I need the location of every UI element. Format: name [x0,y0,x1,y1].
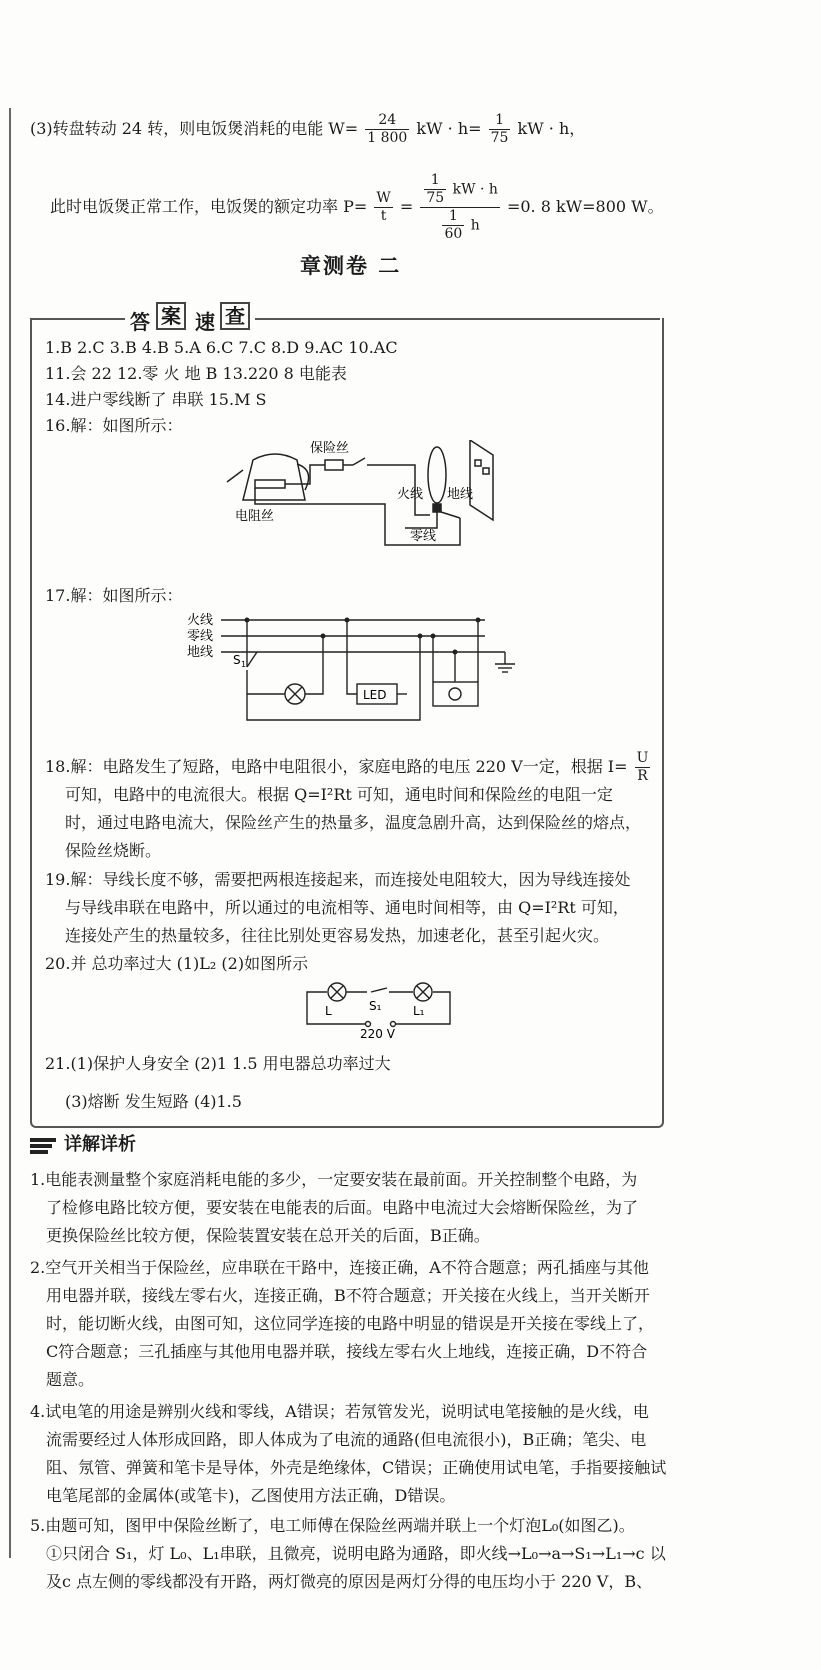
answer-row-2: 11.会 22 12.零 火 地 B 13.220 8 电能表 [45,364,347,383]
detail-title: 详解详析 [64,1134,136,1155]
wire [347,620,357,694]
detail-p4: 阻、氖管、弹簧和笔卡是导体，外壳是绝缘体，C错误；正确使用试电笔，手指要接触试 [46,1458,667,1477]
socket-box [433,682,478,706]
node [476,618,481,623]
fraction [489,112,511,147]
label-L: L [325,1004,332,1018]
top-text: =0. 8 kW=800 W。 [506,197,664,216]
denominator: 75 [490,130,509,146]
wire [305,636,323,694]
header-char-boxed: 案 [156,302,186,330]
compound-fraction [420,172,500,243]
socket-hole [475,460,481,466]
detail-header [30,1130,136,1156]
denominator: R [637,768,648,784]
top-text: kW · h， [517,119,586,138]
top-text: 此时电饭煲正常工作，电饭煲的额定功率 P= [50,197,368,216]
header-char: 速 [195,310,215,334]
detail-p4: 4.试电笔的用途是辨别火线和零线，A错误；若氖管发光，说明试电笔接触的是火线，电 [30,1402,649,1421]
numerator: 24 [365,112,409,130]
label-live: 火线 [397,487,424,502]
detail-p4: 电笔尾部的金属体(或笔卡)，乙图使用方法正确，D错误。 [46,1486,456,1505]
detail-p1: 了检修电路比较方便，要安装在电能表的后面。电路中电流过大会熔断保险丝，为了 [46,1198,639,1217]
label-ground: 地线 [187,645,214,660]
wire [247,636,420,720]
node [431,634,436,639]
answer-q19-line3: 连接处产生的热量较多，往往比别处更容易发热，加速老化，甚至引起火灾。 [65,926,610,945]
node [321,634,326,639]
switch-S1 [371,988,387,992]
socket-circle [449,688,461,700]
label-voltage: 220 V [360,1027,395,1038]
fraction [442,208,464,243]
answer-header [30,304,660,334]
compound-denominator [420,208,500,243]
numerator: W [376,190,391,206]
answer-q18-line1 [45,750,652,785]
label-switch: S [233,653,241,667]
top-text: kW · h= [416,119,482,138]
detail-p5: 5.由题可知，图甲中保险丝断了，电工师傅在保险丝两端并联上一个灯泡L₀(如图乙)。 [30,1516,635,1535]
denominator: t [380,208,387,224]
node [345,618,350,623]
header-char: 答 [130,310,150,334]
node [245,618,250,623]
figure-16-kettle-circuit [225,440,525,580]
answer-q21-line1: 21.(1)保护人身安全 (2)1 1.5 用电器总功率过大 [45,1054,391,1073]
terminal [366,1022,371,1027]
kettle-spout [227,470,243,482]
switch-S1 [247,652,257,667]
resistor-wire [255,480,285,488]
fraction [374,190,392,225]
top-text: = [399,197,414,216]
fuse [325,460,343,470]
binding-margin-line [9,108,11,1558]
compound-numerator [420,172,500,208]
answer-q18-line3: 时，通过电路电流大，保险丝产生的热量多，温度急剧升高，达到保险丝的熔点， [65,813,642,832]
numerator: 1 [424,172,446,190]
denominator: 75 [426,190,445,206]
denominator: 1 800 [367,130,408,146]
fraction [365,112,409,147]
answer-q18-line2: 可知，电路中的电流很大。根据 Q=I²Rt 可知，通电时间和保险丝的电阻一定 [65,785,613,804]
answer-q21-line2: (3)熔断 发生短路 (4)1.5 [65,1092,242,1111]
answer-q20: 20.并 总功率过大 (1)L₂ (2)如图所示 [45,954,309,973]
fraction [424,172,446,207]
detail-p1: 1.电能表测量整个家庭消耗电能的多少，一定要安装在最前面。开关控制整个电路，为 [30,1170,638,1189]
header-char-boxed: 查 [220,302,250,330]
numerator: U [636,750,649,766]
label-switch-sub: 1 [241,660,247,669]
detail-p2: 题意。 [46,1370,95,1389]
q18-text: 18.解：电路发生了短路，电路中电阻很小，家庭电路的电压 220 V一定，根据 I= [45,757,628,776]
unit: kW · h [452,181,498,198]
unit: h [470,217,480,234]
node [453,650,458,655]
list-icon [30,1137,56,1153]
divider [255,318,660,320]
detail-p2: 用电器并联，接线左零右火，连接正确，B不符合题意；开关接在火线上，当开关断开 [46,1286,650,1305]
socket-plate [470,440,493,520]
label-live: 火线 [187,613,214,628]
label-L1: L₁ [413,1004,425,1018]
answer-q18-line4: 保险丝烧断。 [65,841,162,860]
fraction [635,750,651,785]
answer-q19-line1: 19.解：导线长度不够，需要把两根连接起来，而连接处电阻较大，因为导线连接处 [45,870,631,889]
kettle-body [243,454,305,500]
numerator: 1 [489,112,511,130]
figure-20-circuit [305,980,455,1038]
answer-q19-line2: 与导线串联在电路中，所以通过的电流相等、通电时间相等，由 Q=I²Rt 可知， [65,898,629,917]
label-neutral: 零线 [187,629,214,644]
detail-p2: 时，能切断火线，由图可知，这位同学连接的电路中明显的错误是开关接在零线上了， [46,1314,655,1333]
chapter-test-title: 章测卷 二 [300,254,402,278]
label-S1: S₁ [369,999,382,1013]
label-led: LED [363,688,387,702]
terminal [391,1022,396,1027]
figure-17-household-circuit [185,612,535,742]
socket-hole [483,468,489,474]
plug-cord [428,447,446,503]
divider [30,318,125,320]
node [418,634,423,639]
wire [247,670,285,694]
answer-row-1: 1.B 2.C 3.B 4.B 5.A 6.C 7.C 8.D 9.AC 10.AC [45,338,398,357]
wire [307,992,365,1024]
detail-p2: 2.空气开关相当于保险丝，应串联在干路中，连接正确，A不符合题意；两孔插座与其他 [30,1258,649,1277]
top-text: (3)转盘转动 24 转，则电饭煲消耗的电能 W= [30,119,359,138]
label-ground: 地线 [447,487,474,502]
detail-p2: C符合题意；三孔插座与其他用电器并联，接线左零右火上地线，连接正确，D不符合 [46,1342,648,1361]
label-neutral: 零线 [410,529,437,544]
top-line-2 [50,172,664,243]
answer-q17: 17.解：如图所示： [45,586,183,605]
numerator: 1 [442,208,464,226]
answer-row-3: 14.进户零线断了 串联 15.M S [45,390,267,409]
denominator: 60 [444,226,463,242]
label-resistor: 电阻丝 [235,509,275,524]
detail-p5: ①只闭合 S₁，灯 L₀、L₁串联，且微亮，说明电路为通路，即火线→L₀→a→S₁→L₁→c 以 [46,1544,666,1563]
plug-head [433,504,441,512]
switch-blade [353,458,365,465]
detail-p4: 流需要经过人体形成回路，即人体成为了电流的通路(但电流很小)，B正确；笔尖、电 [46,1430,647,1449]
wire [441,512,460,518]
answer-q16: 16.解：如图所示： [45,416,183,435]
detail-p1: 更换保险丝比较方便，保险装置安装在总开关的后面，B正确。 [46,1226,490,1245]
detail-p5: 及c 点左侧的零线都没有开路，两灯微亮的原因是两灯分得的电压均小于 220 V，B、 [46,1572,653,1591]
label-fuse: 保险丝 [310,441,350,456]
top-line-1 [30,112,585,147]
